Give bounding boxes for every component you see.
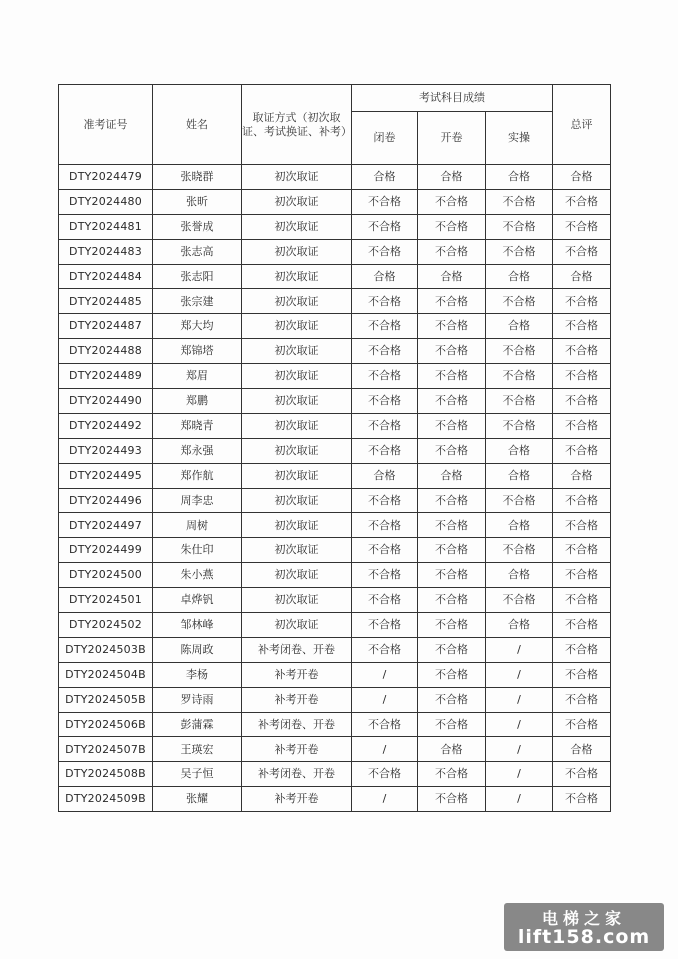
name-cell: 郑晓青 bbox=[153, 413, 242, 438]
practical-result-cell: / bbox=[486, 737, 553, 762]
closed-book-result-cell: 不合格 bbox=[352, 314, 418, 339]
open-book-result-cell: 不合格 bbox=[418, 289, 486, 314]
table-row bbox=[59, 463, 611, 488]
practical-result-cell: 不合格 bbox=[486, 389, 553, 414]
certification-mode-cell: 初次取证 bbox=[242, 289, 352, 314]
name-cell: 罗诗雨 bbox=[153, 687, 242, 712]
closed-book-result-cell: 合格 bbox=[352, 463, 418, 488]
overall-result-cell: 合格 bbox=[553, 463, 611, 488]
closed-book-result-cell: 不合格 bbox=[352, 563, 418, 588]
certification-mode-cell: 初次取证 bbox=[242, 538, 352, 563]
exam-id-cell: DTY2024484 bbox=[59, 264, 153, 289]
practical-result-cell: 合格 bbox=[486, 438, 553, 463]
practical-result-cell: 合格 bbox=[486, 463, 553, 488]
open-book-result-cell: 不合格 bbox=[418, 488, 486, 513]
certification-mode-cell: 初次取证 bbox=[242, 239, 352, 264]
certification-mode-cell: 初次取证 bbox=[242, 463, 352, 488]
exam-id-cell: DTY2024499 bbox=[59, 538, 153, 563]
table-row bbox=[59, 762, 611, 787]
overall-result-cell: 不合格 bbox=[553, 712, 611, 737]
closed-book-result-cell: 不合格 bbox=[352, 389, 418, 414]
exam-id-cell: DTY2024488 bbox=[59, 339, 153, 364]
name-cell: 周李忠 bbox=[153, 488, 242, 513]
certification-mode-cell: 补考开卷 bbox=[242, 787, 352, 812]
table-row bbox=[59, 364, 611, 389]
name-cell: 郑作航 bbox=[153, 463, 242, 488]
practical-result-cell: 合格 bbox=[486, 513, 553, 538]
overall-result-cell: 不合格 bbox=[553, 488, 611, 513]
closed-book-result-cell: / bbox=[352, 737, 418, 762]
table-row bbox=[59, 389, 611, 414]
practical-result-cell: 不合格 bbox=[486, 588, 553, 613]
site-watermark-logo bbox=[504, 903, 664, 951]
closed-book-result-cell: 不合格 bbox=[352, 364, 418, 389]
closed-book-result-cell: 不合格 bbox=[352, 613, 418, 638]
open-book-result-cell: 不合格 bbox=[418, 214, 486, 239]
certification-mode-cell: 初次取证 bbox=[242, 488, 352, 513]
header-subject-scores: 考试科目成绩 bbox=[352, 85, 553, 112]
certification-mode-cell: 补考开卷 bbox=[242, 687, 352, 712]
open-book-result-cell: 不合格 bbox=[418, 712, 486, 737]
open-book-result-cell: 不合格 bbox=[418, 662, 486, 687]
table-row bbox=[59, 662, 611, 687]
practical-result-cell: 不合格 bbox=[486, 239, 553, 264]
exam-id-cell: DTY2024506B bbox=[59, 712, 153, 737]
table-row bbox=[59, 563, 611, 588]
closed-book-result-cell: 不合格 bbox=[352, 214, 418, 239]
name-cell: 张志高 bbox=[153, 239, 242, 264]
overall-result-cell: 不合格 bbox=[553, 214, 611, 239]
table-row bbox=[59, 314, 611, 339]
table-row bbox=[59, 513, 611, 538]
closed-book-result-cell: 不合格 bbox=[352, 488, 418, 513]
header-name: 姓名 bbox=[153, 85, 242, 165]
open-book-result-cell: 不合格 bbox=[418, 613, 486, 638]
name-cell: 朱小燕 bbox=[153, 563, 242, 588]
open-book-result-cell: 不合格 bbox=[418, 588, 486, 613]
exam-id-cell: DTY2024509B bbox=[59, 787, 153, 812]
overall-result-cell: 不合格 bbox=[553, 538, 611, 563]
exam-id-cell: DTY2024504B bbox=[59, 662, 153, 687]
open-book-result-cell: 不合格 bbox=[418, 364, 486, 389]
open-book-result-cell: 合格 bbox=[418, 264, 486, 289]
open-book-result-cell: 合格 bbox=[418, 737, 486, 762]
practical-result-cell: 合格 bbox=[486, 314, 553, 339]
name-cell: 卓烨钒 bbox=[153, 588, 242, 613]
open-book-result-cell: 不合格 bbox=[418, 314, 486, 339]
certification-mode-cell: 补考闭卷、开卷 bbox=[242, 762, 352, 787]
open-book-result-cell: 合格 bbox=[418, 463, 486, 488]
certification-mode-cell: 初次取证 bbox=[242, 189, 352, 214]
practical-result-cell: 不合格 bbox=[486, 339, 553, 364]
exam-id-cell: DTY2024496 bbox=[59, 488, 153, 513]
exam-id-cell: DTY2024507B bbox=[59, 737, 153, 762]
exam-id-cell: DTY2024485 bbox=[59, 289, 153, 314]
overall-result-cell: 不合格 bbox=[553, 762, 611, 787]
overall-result-cell: 不合格 bbox=[553, 438, 611, 463]
overall-result-cell: 不合格 bbox=[553, 637, 611, 662]
practical-result-cell: 合格 bbox=[486, 264, 553, 289]
table-row bbox=[59, 588, 611, 613]
header-overall: 总评 bbox=[553, 85, 611, 165]
table-row bbox=[59, 239, 611, 264]
overall-result-cell: 合格 bbox=[553, 165, 611, 190]
practical-result-cell: 不合格 bbox=[486, 189, 553, 214]
practical-result-cell: / bbox=[486, 662, 553, 687]
table-row bbox=[59, 637, 611, 662]
name-cell: 邹林峰 bbox=[153, 613, 242, 638]
table-row bbox=[59, 289, 611, 314]
certification-mode-cell: 补考开卷 bbox=[242, 737, 352, 762]
practical-result-cell: 不合格 bbox=[486, 488, 553, 513]
name-cell: 陈周政 bbox=[153, 637, 242, 662]
exam-id-cell: DTY2024489 bbox=[59, 364, 153, 389]
overall-result-cell: 不合格 bbox=[553, 513, 611, 538]
closed-book-result-cell: 不合格 bbox=[352, 588, 418, 613]
exam-id-cell: DTY2024487 bbox=[59, 314, 153, 339]
practical-result-cell: 不合格 bbox=[486, 214, 553, 239]
overall-result-cell: 不合格 bbox=[553, 189, 611, 214]
closed-book-result-cell: / bbox=[352, 787, 418, 812]
table-body bbox=[59, 165, 611, 812]
open-book-result-cell: 不合格 bbox=[418, 239, 486, 264]
table-row bbox=[59, 613, 611, 638]
name-cell: 彭蒲霖 bbox=[153, 712, 242, 737]
exam-id-cell: DTY2024508B bbox=[59, 762, 153, 787]
practical-result-cell: / bbox=[486, 787, 553, 812]
certification-mode-cell: 初次取证 bbox=[242, 165, 352, 190]
practical-result-cell: 不合格 bbox=[486, 538, 553, 563]
overall-result-cell: 不合格 bbox=[553, 239, 611, 264]
header-closed-book: 闭卷 bbox=[352, 112, 418, 165]
name-cell: 朱仕印 bbox=[153, 538, 242, 563]
name-cell: 张誉成 bbox=[153, 214, 242, 239]
exam-id-cell: DTY2024505B bbox=[59, 687, 153, 712]
header-practical: 实操 bbox=[486, 112, 553, 165]
table-row bbox=[59, 165, 611, 190]
overall-result-cell: 不合格 bbox=[553, 613, 611, 638]
certification-mode-cell: 初次取证 bbox=[242, 364, 352, 389]
certification-mode-cell: 初次取证 bbox=[242, 264, 352, 289]
closed-book-result-cell: 不合格 bbox=[352, 538, 418, 563]
table-row bbox=[59, 737, 611, 762]
overall-result-cell: 合格 bbox=[553, 737, 611, 762]
name-cell: 张志阳 bbox=[153, 264, 242, 289]
header-open-book: 开卷 bbox=[418, 112, 486, 165]
practical-result-cell: / bbox=[486, 687, 553, 712]
name-cell: 王瑛宏 bbox=[153, 737, 242, 762]
watermark-cn-text: 电梯之家 bbox=[541, 909, 626, 928]
closed-book-result-cell: 不合格 bbox=[352, 712, 418, 737]
name-cell: 李杨 bbox=[153, 662, 242, 687]
certification-mode-cell: 初次取证 bbox=[242, 314, 352, 339]
closed-book-result-cell: 不合格 bbox=[352, 513, 418, 538]
table-row bbox=[59, 538, 611, 563]
certification-mode-cell: 初次取证 bbox=[242, 563, 352, 588]
overall-result-cell: 不合格 bbox=[553, 339, 611, 364]
open-book-result-cell: 合格 bbox=[418, 165, 486, 190]
table-row bbox=[59, 438, 611, 463]
name-cell: 张耀 bbox=[153, 787, 242, 812]
open-book-result-cell: 不合格 bbox=[418, 787, 486, 812]
exam-id-cell: DTY2024493 bbox=[59, 438, 153, 463]
exam-results-table bbox=[58, 84, 611, 812]
overall-result-cell: 不合格 bbox=[553, 687, 611, 712]
overall-result-cell: 不合格 bbox=[553, 787, 611, 812]
table-row bbox=[59, 413, 611, 438]
exam-id-cell: DTY2024501 bbox=[59, 588, 153, 613]
exam-id-cell: DTY2024480 bbox=[59, 189, 153, 214]
table-row bbox=[59, 712, 611, 737]
name-cell: 吴子恒 bbox=[153, 762, 242, 787]
closed-book-result-cell: 不合格 bbox=[352, 762, 418, 787]
open-book-result-cell: 不合格 bbox=[418, 189, 486, 214]
closed-book-result-cell: / bbox=[352, 687, 418, 712]
certification-mode-cell: 补考闭卷、开卷 bbox=[242, 712, 352, 737]
certification-mode-cell: 初次取证 bbox=[242, 214, 352, 239]
practical-result-cell: 合格 bbox=[486, 563, 553, 588]
name-cell: 张宗建 bbox=[153, 289, 242, 314]
practical-result-cell: / bbox=[486, 762, 553, 787]
table-row bbox=[59, 189, 611, 214]
closed-book-result-cell: 不合格 bbox=[352, 289, 418, 314]
name-cell: 张昕 bbox=[153, 189, 242, 214]
overall-result-cell: 不合格 bbox=[553, 588, 611, 613]
name-cell: 郑大均 bbox=[153, 314, 242, 339]
overall-result-cell: 不合格 bbox=[553, 662, 611, 687]
overall-result-cell: 不合格 bbox=[553, 413, 611, 438]
certification-mode-cell: 初次取证 bbox=[242, 389, 352, 414]
table-row bbox=[59, 339, 611, 364]
open-book-result-cell: 不合格 bbox=[418, 637, 486, 662]
table-row bbox=[59, 488, 611, 513]
name-cell: 郑永强 bbox=[153, 438, 242, 463]
open-book-result-cell: 不合格 bbox=[418, 513, 486, 538]
certification-mode-cell: 初次取证 bbox=[242, 413, 352, 438]
open-book-result-cell: 不合格 bbox=[418, 438, 486, 463]
table-row bbox=[59, 787, 611, 812]
overall-result-cell: 合格 bbox=[553, 264, 611, 289]
name-cell: 郑鹏 bbox=[153, 389, 242, 414]
practical-result-cell: 合格 bbox=[486, 165, 553, 190]
table-row bbox=[59, 264, 611, 289]
name-cell: 郑眉 bbox=[153, 364, 242, 389]
header-certification-mode: 取证方式（初次取证、考试换证、补考） bbox=[242, 85, 352, 165]
exam-id-cell: DTY2024497 bbox=[59, 513, 153, 538]
certification-mode-cell: 初次取证 bbox=[242, 513, 352, 538]
closed-book-result-cell: / bbox=[352, 662, 418, 687]
closed-book-result-cell: 合格 bbox=[352, 165, 418, 190]
practical-result-cell: / bbox=[486, 637, 553, 662]
name-cell: 周树 bbox=[153, 513, 242, 538]
certification-mode-cell: 初次取证 bbox=[242, 613, 352, 638]
practical-result-cell: / bbox=[486, 712, 553, 737]
closed-book-result-cell: 不合格 bbox=[352, 438, 418, 463]
header-exam-id: 准考证号 bbox=[59, 85, 153, 165]
practical-result-cell: 不合格 bbox=[486, 413, 553, 438]
overall-result-cell: 不合格 bbox=[553, 314, 611, 339]
closed-book-result-cell: 不合格 bbox=[352, 637, 418, 662]
exam-id-cell: DTY2024483 bbox=[59, 239, 153, 264]
exam-id-cell: DTY2024502 bbox=[59, 613, 153, 638]
certification-mode-cell: 初次取证 bbox=[242, 588, 352, 613]
watermark-en-text: lift158.com bbox=[517, 926, 651, 948]
closed-book-result-cell: 不合格 bbox=[352, 413, 418, 438]
overall-result-cell: 不合格 bbox=[553, 289, 611, 314]
closed-book-result-cell: 不合格 bbox=[352, 189, 418, 214]
table-row bbox=[59, 687, 611, 712]
closed-book-result-cell: 不合格 bbox=[352, 239, 418, 264]
overall-result-cell: 不合格 bbox=[553, 563, 611, 588]
closed-book-result-cell: 不合格 bbox=[352, 339, 418, 364]
open-book-result-cell: 不合格 bbox=[418, 339, 486, 364]
name-cell: 张晓群 bbox=[153, 165, 242, 190]
exam-id-cell: DTY2024500 bbox=[59, 563, 153, 588]
overall-result-cell: 不合格 bbox=[553, 364, 611, 389]
closed-book-result-cell: 合格 bbox=[352, 264, 418, 289]
certification-mode-cell: 初次取证 bbox=[242, 438, 352, 463]
practical-result-cell: 合格 bbox=[486, 613, 553, 638]
certification-mode-cell: 补考开卷 bbox=[242, 662, 352, 687]
open-book-result-cell: 不合格 bbox=[418, 389, 486, 414]
practical-result-cell: 不合格 bbox=[486, 364, 553, 389]
exam-id-cell: DTY2024490 bbox=[59, 389, 153, 414]
certification-mode-cell: 补考闭卷、开卷 bbox=[242, 637, 352, 662]
exam-id-cell: DTY2024492 bbox=[59, 413, 153, 438]
certification-mode-cell: 初次取证 bbox=[242, 339, 352, 364]
open-book-result-cell: 不合格 bbox=[418, 762, 486, 787]
open-book-result-cell: 不合格 bbox=[418, 687, 486, 712]
exam-id-cell: DTY2024481 bbox=[59, 214, 153, 239]
open-book-result-cell: 不合格 bbox=[418, 413, 486, 438]
open-book-result-cell: 不合格 bbox=[418, 563, 486, 588]
exam-id-cell: DTY2024495 bbox=[59, 463, 153, 488]
name-cell: 郑锦塔 bbox=[153, 339, 242, 364]
practical-result-cell: 不合格 bbox=[486, 289, 553, 314]
exam-id-cell: DTY2024503B bbox=[59, 637, 153, 662]
table-row bbox=[59, 214, 611, 239]
open-book-result-cell: 不合格 bbox=[418, 538, 486, 563]
overall-result-cell: 不合格 bbox=[553, 389, 611, 414]
exam-id-cell: DTY2024479 bbox=[59, 165, 153, 190]
